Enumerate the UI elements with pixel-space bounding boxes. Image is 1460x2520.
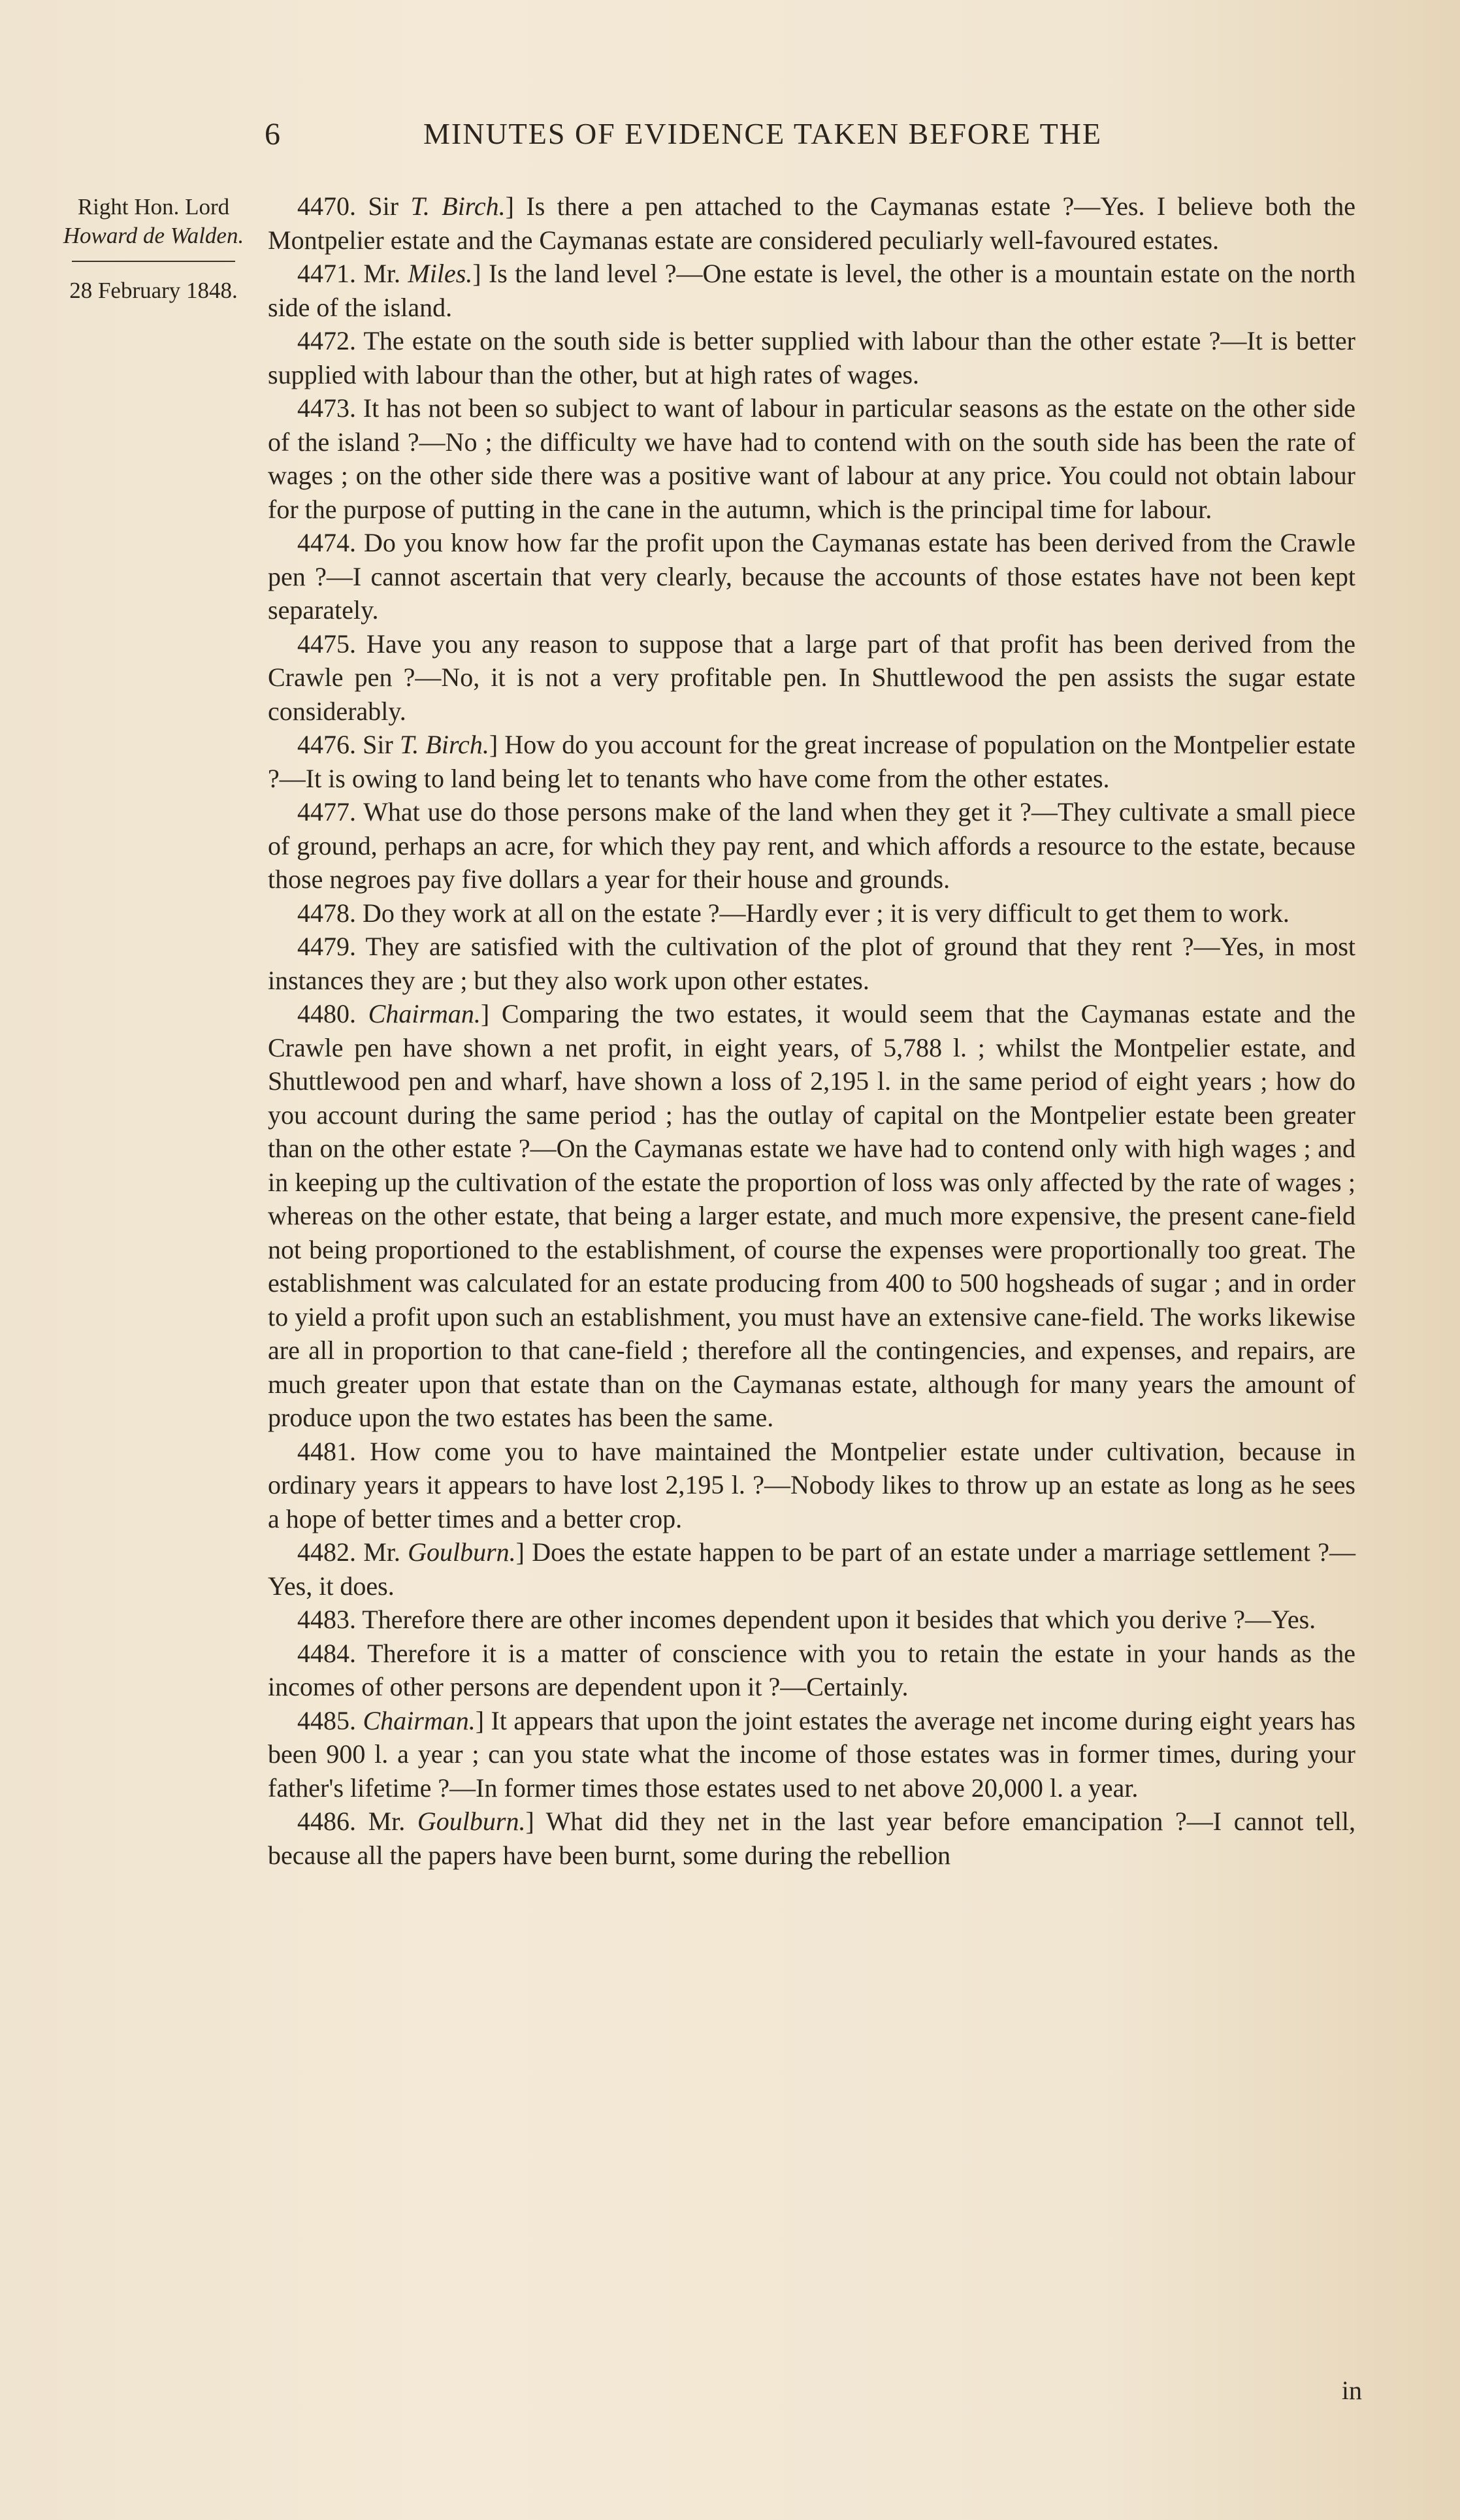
catchword: in [1341,2376,1362,2405]
speaker-name: Goulburn. [408,1537,516,1567]
evidence-paragraph [268,1435,1355,1536]
question-number: 4485. [297,1705,363,1735]
evidence-paragraph [268,189,1355,257]
question-number: 4482. Mr. [297,1537,408,1567]
evidence-paragraph [268,1603,1355,1637]
paragraph-text: ] Is the land level ?—One estate is level, the other is a mountain estate on the north side of the island. [268,259,1355,322]
speaker-name: Miles. [408,259,473,288]
paragraph-text: ] What did they net in the last year before emancipation ?—I cannot tell, because all the papers have been burnt, some during the rebellion [268,1807,1355,1870]
paragraph-text: ] Is there a pen attached to the Caymanas estate ?—Yes. I believe both the Montpelier estate and the Caymanas estate are considered peculiarly well-favoured estates. [268,191,1355,255]
hearing-date: 28 February 1848. [69,278,238,303]
evidence-paragraph [268,1637,1355,1704]
question-number: 4480. [297,999,368,1028]
paragraph-text: ] Comparing the two estates, it would seem that the Caymanas estate and the Crawle pen have shown a net profit, in eight years, of 5,788 l. ; whilst the Montpelier estate, and Shuttlewood pen and wharf, have shown a loss of 2,195 l. in the same period of eight years ; how do you account during the same period ; has the outlay of capital on the Montpelier estate been greater than on the other estate ?—On the Caymanas estate we have had to contend only with high wages ; and in keeping up the cultivation of the estate the proportion of loss was only affected by the rate of wages ; whereas on the other estate, that being a larger estate, and much more expensive, the present cane-field not being proportioned to the establishment, of course the expenses were proportionally too great. The establishment was calculated for an estate producing from 400 to 500 hogsheads of sugar ; and in order to yield a profit upon such an establishment, you must have an extensive cane-field. The works likewise are all in proportion to that cane-field ; therefore all the contingencies, and expenses, and repairs, are much greater upon that estate than on the Caymanas estate, although for many years the amount of produce upon the two estates has been the same. [268,999,1355,1432]
question-number: 4476. Sir [297,730,400,759]
paragraph-text: 4475. Have you any reason to suppose that a large part of that profit has been derived from the Crawle pen ?—No, it is not a very profitable pen. In Shuttlewood the pen assists the sugar estate considerably. [268,629,1355,726]
paragraph-text: 4473. It has not been so subject to want of labour in particular seasons as the estate on the other side of the island ?—No ; the difficulty we have had to contend with on the south side has been the rate of wages ; on the other side there was a positive want of labour at any price. You could not obtain labour for the purpose of putting in the cane in the autumn, which is the principal time for labour. [268,393,1355,524]
paragraph-text: ] How do you account for the great increase of population on the Montpelier estate ?—It is owing to land being let to tenants who have come from the other estates. [268,730,1355,793]
evidence-paragraph [268,1535,1355,1603]
evidence-paragraph [268,627,1355,728]
evidence-paragraph [268,324,1355,391]
margin-note [46,193,261,305]
paragraph-text: 4477. What use do those persons make of the land when they get it ?—They cultivate a small piece of ground, perhaps an acre, for which they pay rent, and which affords a resource to the estate, because those negroes pay five dollars a year for their house and grounds. [268,797,1355,894]
paragraph-text: ] It appears that upon the joint estates the average net income during eight years has been 900 l. a year ; can you state what the income of those estates was in former times, during your father's lifetime ?—In former times those estates used to net above 20,000 l. a year. [268,1705,1355,1803]
evidence-paragraph [268,257,1355,324]
paragraph-text: 4472. The estate on the south side is better supplied with labour than the other estate ?—It is better supplied with labour than the other, but at high rates of wages. [268,326,1355,389]
paragraph-text: 4474. Do you know how far the profit upon the Caymanas estate has been derived from the Crawle pen ?—I cannot ascertain that very clearly, because the accounts of those estates have not been kept separately. [268,528,1355,625]
paragraph-text: 4479. They are satisfied with the cultivation of the plot of ground that they rent ?—Yes, in most instances they are ; but they also work upon other estates. [268,932,1355,995]
evidence-paragraph [268,930,1355,997]
witness-name: Howard de Walden. [63,223,244,248]
evidence-paragraph [268,1704,1355,1805]
speaker-name: Chairman. [363,1705,476,1735]
paragraph-text: ] Does the estate happen to be part of an estate under a marriage settlement ?—Yes, it does. [268,1537,1355,1601]
running-title: MINUTES OF EVIDENCE TAKEN BEFORE THE [423,117,1102,150]
paragraph-text: 4484. Therefore it is a matter of conscience with you to retain the estate in your hands as the incomes of other persons are dependent upon it ?—Certainly. [268,1638,1355,1701]
question-number: 4470. Sir [297,191,411,221]
evidence-paragraph [268,997,1355,1435]
evidence-paragraph [268,795,1355,896]
speaker-name: T. Birch. [410,191,506,221]
question-number: 4471. Mr. [297,259,408,288]
page-header [265,116,1408,162]
evidence-paragraph [268,526,1355,627]
evidence-paragraph [268,728,1355,795]
witness-title: Right Hon. Lord [77,194,230,220]
speaker-name: Chairman. [368,999,481,1028]
paragraph-text: 4481. How come you to have maintained the Montpelier estate under cultivation, because in ordinary years it appears to have lost 2,195 l. ?—Nobody likes to throw up an estate as long as he sees a hope of better times and a better crop. [268,1436,1355,1533]
paragraph-text: 4478. Do they work at all on the estate ?—Hardly ever ; it is very difficult to get them to work. [297,898,1290,928]
evidence-paragraph [268,896,1355,930]
speaker-name: Goulburn. [417,1807,526,1836]
speaker-name: T. Birch. [400,730,489,759]
evidence-paragraph [268,391,1355,526]
evidence-text [268,189,1355,1872]
paragraph-text: 4483. Therefore there are other incomes dependent upon it besides that which you derive ?—Yes. [297,1605,1316,1634]
page-number: 6 [265,117,280,152]
margin-divider [72,261,235,262]
evidence-paragraph [268,1805,1355,1872]
question-number: 4486. Mr. [297,1807,417,1836]
